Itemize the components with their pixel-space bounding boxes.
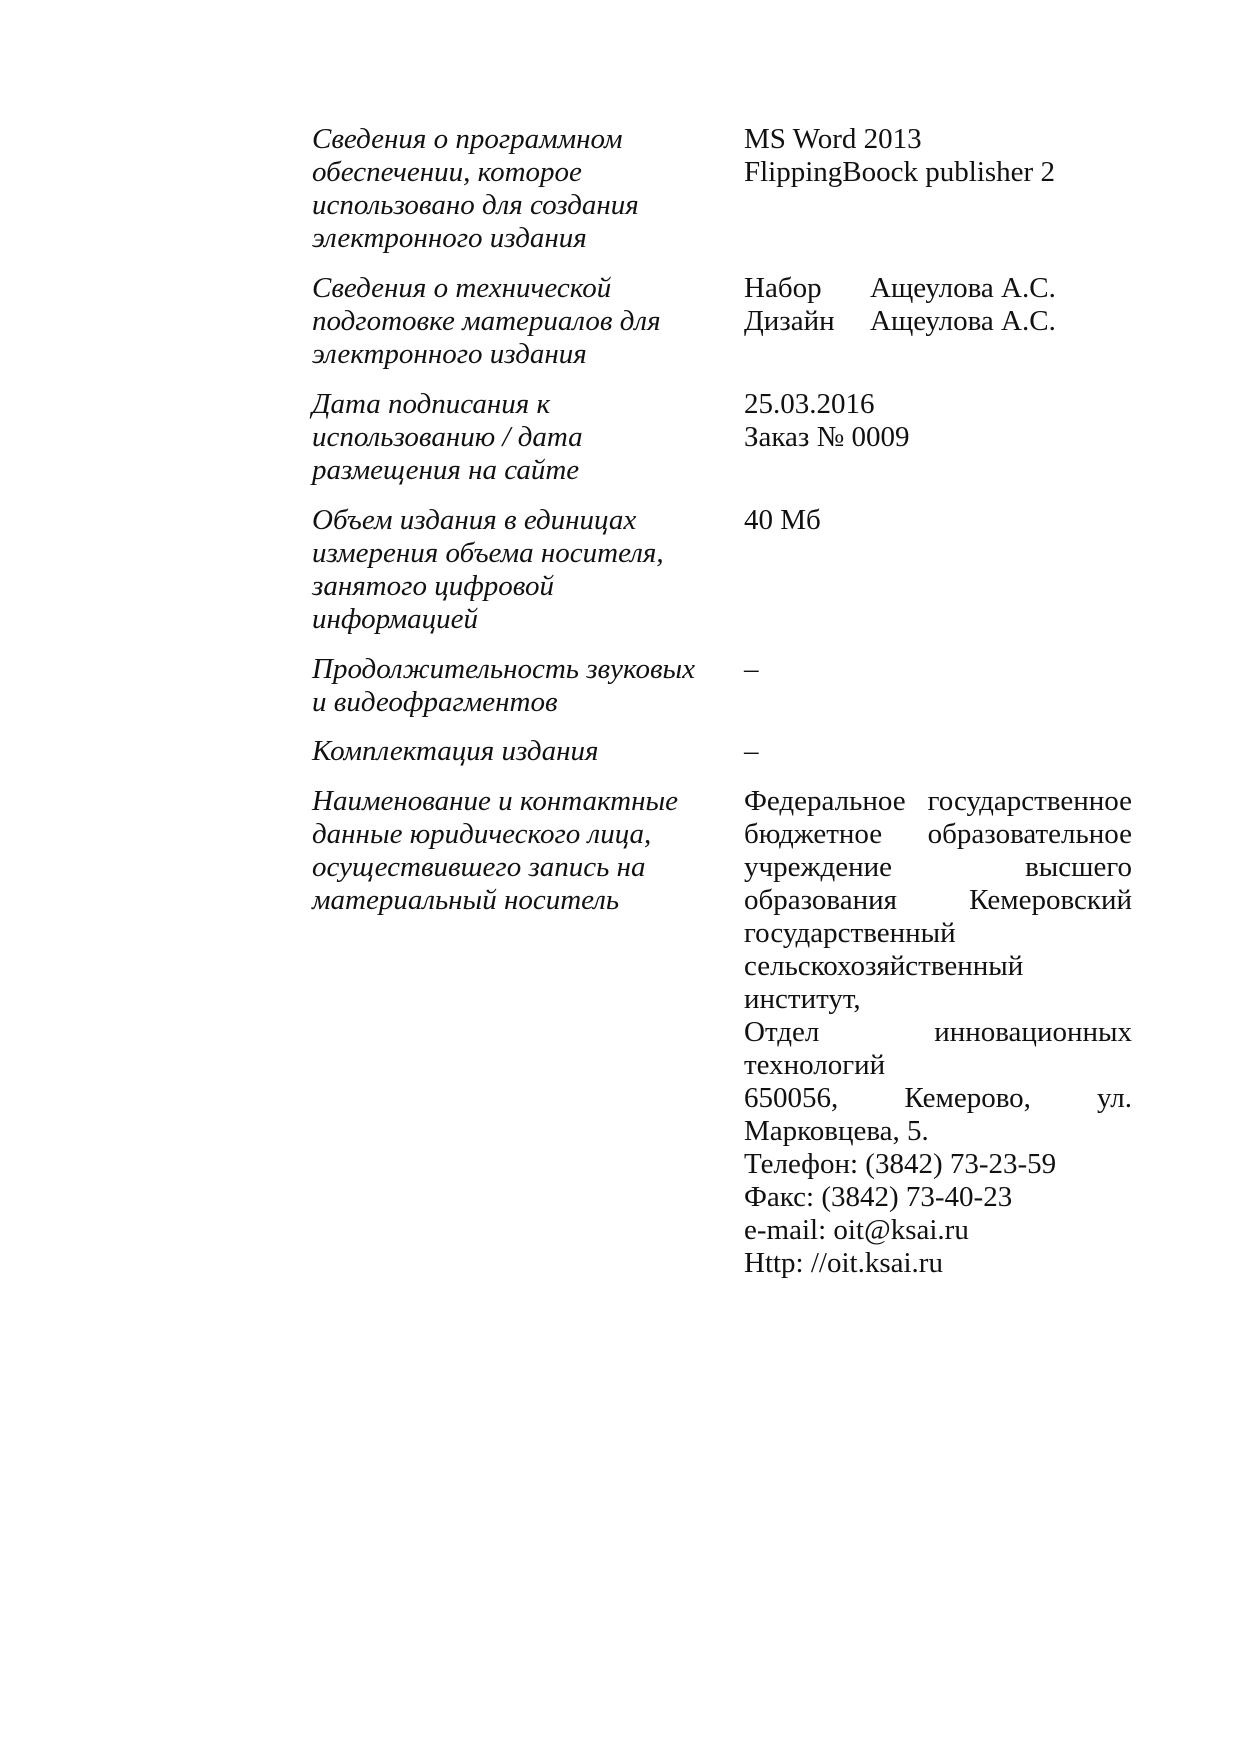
label-line: данные юридического лица, [312, 818, 652, 850]
label-line: Сведения о технической [312, 272, 612, 304]
website-line: Http: //oit.ksai.ru [744, 1247, 943, 1279]
word: Федеральное [744, 785, 906, 817]
word: ул. [1097, 1082, 1132, 1114]
word: Отдел [744, 1016, 820, 1048]
value-line: 25.03.2016 [744, 388, 875, 420]
row-label [312, 785, 717, 917]
label-line: Продолжительность звуковых [312, 653, 696, 685]
fax-line: Факс: (3842) 73-40-23 [744, 1181, 1013, 1213]
label-line: Дата подписания к [312, 388, 551, 420]
pair-value: Ащеулова А.С. [870, 272, 1056, 304]
word: инновационных [934, 1016, 1132, 1048]
value-line [744, 884, 1132, 917]
word: Кемеровский [969, 884, 1132, 916]
row-label [312, 123, 717, 255]
word: высшего [1025, 851, 1132, 883]
label-line: обеспечении, которое [312, 156, 582, 188]
value-line: государственный [744, 917, 956, 949]
value-line: MS Word 2013 [744, 123, 922, 155]
word: бюджетное [744, 818, 883, 850]
word: образования [744, 884, 897, 916]
label-line: использованию / дата [312, 421, 583, 453]
label-line: измерения объема носителя, [312, 537, 664, 569]
value-line: FlippingBoock publisher 2 [744, 156, 1055, 188]
value-line [744, 1016, 1132, 1049]
value-line: технологий [744, 1049, 886, 1081]
label-line: материальный носитель [312, 884, 620, 916]
row-label [312, 388, 717, 487]
label-line: использовано для создания [312, 189, 639, 221]
row-value [744, 388, 1132, 454]
row-label [312, 272, 717, 371]
phone-line: Телефон: (3842) 73-23-59 [744, 1148, 1057, 1180]
pair-key: Набор [744, 272, 822, 304]
value-line: институт, [744, 983, 861, 1015]
row-label [312, 653, 717, 719]
row-value [744, 785, 1132, 1280]
row-value [744, 735, 1132, 768]
value-line [744, 851, 1132, 884]
row-value [744, 653, 1132, 686]
label-line: подготовке материалов для [312, 305, 661, 337]
value-line: – [744, 735, 759, 767]
label-line: Наименование и контактные [312, 785, 679, 817]
row-label [312, 504, 717, 636]
word: образовательное [927, 818, 1132, 850]
label-line: Сведения о программном [312, 123, 623, 155]
label-line: информацией [312, 603, 479, 635]
pair-key: Дизайн [744, 305, 835, 337]
label-line: размещения на сайте [312, 454, 580, 486]
row-value [744, 123, 1132, 189]
row-value [744, 504, 1132, 537]
label-line: Объем издания в единицах [312, 504, 637, 536]
word: государственное [927, 785, 1132, 817]
label-line: осуществившего запись на [312, 851, 646, 883]
value-pair [744, 272, 1132, 305]
value-line: Марковцева, 5. [744, 1115, 929, 1147]
value-line: сельскохозяйственный [744, 950, 1024, 982]
value-line: Заказ № 0009 [744, 421, 910, 453]
row-label [312, 735, 717, 768]
label-line: Комплектация издания [312, 735, 599, 767]
value-line [744, 785, 1132, 818]
value-pair [744, 305, 1132, 338]
word: Кемерово, [904, 1082, 1031, 1114]
label-line: электронного издания [312, 338, 587, 370]
label-line: электронного издания [312, 222, 587, 254]
value-line [744, 818, 1132, 851]
label-line: занятого цифровой [312, 570, 554, 602]
value-line: 40 Мб [744, 504, 821, 536]
word: 650056, [744, 1082, 839, 1114]
value-line [744, 1082, 1132, 1115]
label-line: и видеофрагментов [312, 686, 558, 718]
value-line: – [744, 653, 759, 685]
row-value [744, 272, 1132, 338]
email-line: e-mail: oit@ksai.ru [744, 1214, 969, 1246]
word: учреждение [744, 851, 893, 883]
pair-value: Ащеулова А.С. [870, 305, 1056, 337]
